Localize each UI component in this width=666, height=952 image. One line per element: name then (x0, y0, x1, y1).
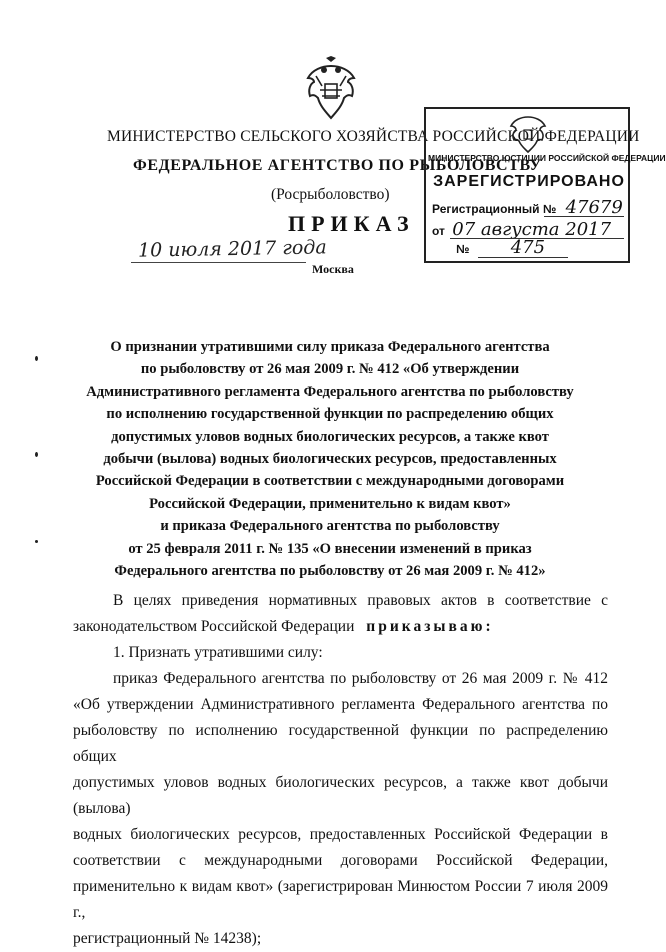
item-text-line: рыболовству по исполнению государственной функции по распределению общих (73, 722, 608, 765)
stamp-from-label: от (432, 224, 445, 238)
title-line: по рыболовству от 26 мая 2009 г. № 412 «Об утверждении (140, 361, 520, 378)
scan-mark (35, 540, 38, 543)
item-text-line: приказ Федерального агентства по рыболовству от 26 мая 2009 г. № 412 (113, 670, 608, 687)
title-line: допустимых уловов водных биологических ресурсов, а также квот (111, 428, 549, 445)
registration-stamp (424, 107, 666, 263)
order-verb: приказываю: (366, 618, 494, 635)
date-underline (131, 262, 306, 263)
stamp-reg-number: 47679 (565, 197, 623, 218)
scan-mark (35, 356, 38, 361)
stamp-no-row (456, 237, 545, 258)
scan-mark (35, 452, 38, 457)
handwritten-date: 10 июля 2017 года (137, 236, 327, 262)
stamp-organization: МИНИСТЕРСТВО ЮСТИЦИИ РОССИЙСКОЙ ФЕДЕРАЦИИ (428, 153, 666, 163)
preamble-line-1: В целях приведения нормативных правовых актов в соответствие с (113, 592, 608, 609)
stamp-emblem-icon (508, 113, 548, 153)
ministry-name: МИНИСТЕРСТВО СЕЛЬСКОГО ХОЗЯЙСТВА РОССИЙСКОЙ ФЕДЕРАЦИИ (107, 128, 640, 145)
agency-name: ФЕДЕРАЛЬНОЕ АГЕНТСТВО ПО РЫБОЛОВСТВУ (133, 157, 542, 174)
document-type: ПРИКАЗ (288, 211, 415, 236)
title-line: Федерального агентства по рыболовству от 26 мая 2009 г. № 412» (114, 563, 546, 580)
preamble-line-2 (73, 614, 608, 640)
title-line: и приказа Федерального агентства по рыболовству (160, 518, 500, 535)
item-text-line: регистрационный № 14238); (73, 930, 262, 947)
title-line: добычи (вылова) водных биологических ресурсов, предоставленных (103, 451, 557, 468)
stamp-reg-label: Регистрационный № (432, 202, 557, 216)
stamp-from-date: 07 августа 2017 (452, 219, 612, 240)
stamp-reg-row (432, 197, 623, 218)
stamp-status: ЗАРЕГИСТРИРОВАНО (433, 173, 625, 190)
stamp-no-value: 475 (510, 237, 546, 258)
title-line: по исполнению государственной функции по распределению общих (106, 406, 554, 423)
stamp-no-label: № (456, 242, 470, 256)
title-line: Российской Федерации, применительно к видам квот» (149, 495, 511, 512)
item-text-line: применительно к видам квот» (зарегистрирован Минюстом России 7 июля 2009 г., (73, 878, 608, 921)
city: Москва (312, 262, 354, 276)
title-line: от 25 февраля 2011 г. № 135 «О внесении изменений в приказ (128, 540, 532, 557)
stamp-reg-underline (544, 216, 624, 217)
title-line: О признании утратившими силу приказа Федерального агентства (110, 339, 550, 355)
order-title (80, 336, 580, 582)
stamp-no-underline (478, 257, 568, 258)
agency-short-name: (Росрыболовство) (271, 186, 390, 203)
coat-of-arms-icon (302, 56, 360, 120)
item-text-line: водных биологических ресурсов, предоставленных Российской Федерации в (73, 826, 608, 843)
title-line: Административного регламента Федерального агентства по рыболовству (86, 383, 574, 400)
item-text-line: соответствии с международными договорами Российской Федерации, (73, 852, 608, 869)
item-text-line: «Об утверждении Административного регламента Федерального агентства по (73, 696, 608, 713)
preamble-text: законодательством Российской Федерации (73, 618, 355, 635)
title-line: Российской Федерации в соответствии с международными договорами (95, 473, 565, 490)
item-text-line: допустимых уловов водных биологических ресурсов, а также квот добычи (вылова) (73, 774, 608, 817)
item-1: 1. Признать утратившими силу: (113, 644, 323, 661)
preamble (73, 588, 608, 952)
